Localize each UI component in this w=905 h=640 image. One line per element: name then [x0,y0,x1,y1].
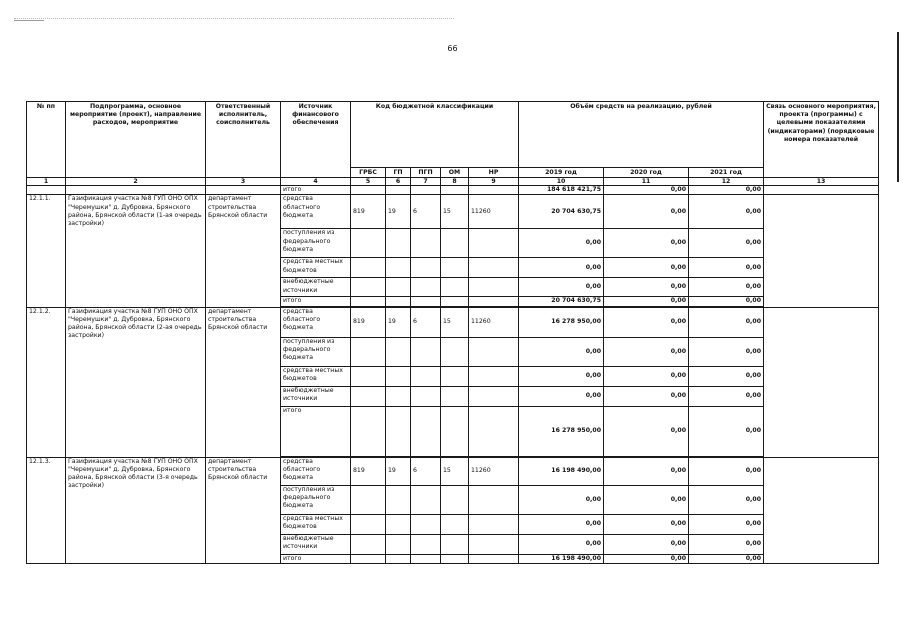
amount-2019: 0,00 [519,485,604,514]
header-gp: ГП [386,168,411,178]
code-nr: 11260 [469,307,519,337]
amount-2019: 16 278 950,00 [519,406,604,456]
item-name: Газификация участка №8 ГУП ОНО ОПХ "Черемушки" д. Дубровка, Брянского района, Брянской области (3-я очередь застройки) [66,457,206,564]
amount-2019: 0,00 [519,366,604,386]
table-row [27,457,879,485]
item-name: Газификация участка №8 ГУП ОНО ОПХ "Черемушки" д. Дубровка, Брянского района, Брянской области (1-ая очередь застройки) [66,195,206,307]
amount-2020: 0,00 [604,297,689,306]
source-label: средства местных бюджетов [281,514,351,534]
column-number: 4 [281,178,351,186]
amount-2020: 0,00 [604,186,689,195]
header-grbs: ГРБС [351,168,386,178]
item-number: 12.1.2. [27,307,66,457]
amount-2021: 0,00 [689,514,764,534]
column-number: 3 [206,178,281,186]
amount-2019: 0,00 [519,386,604,406]
amount-2021: 0,00 [689,485,764,514]
amount-2019: 16 278 950,00 [519,307,604,337]
amount-2019: 0,00 [519,514,604,534]
source-label: внебюджетные источники [281,534,351,554]
code-grbs: 819 [351,307,386,337]
scan-artifact-dash [14,20,44,21]
indicator-link-cell [764,195,879,307]
amount-2021: 0,00 [689,534,764,554]
page-number: 66 [447,44,458,53]
source-label: поступления из федерального бюджета [281,485,351,514]
header-source: Источник финансового обеспечения [281,102,351,178]
code-pgp: 6 [411,307,441,337]
amount-2020: 0,00 [604,258,689,278]
column-number: 7 [411,178,441,186]
amount-2019: 0,00 [519,258,604,278]
amount-2021: 0,00 [689,386,764,406]
page-edge-mark [897,32,899,182]
amount-2020: 0,00 [604,386,689,406]
column-number: 8 [441,178,469,186]
column-number: 2 [66,178,206,186]
header-responsible: Ответственный исполнитель, соисполнитель [206,102,281,178]
amount-2021: 0,00 [689,337,764,366]
column-number: 10 [519,178,604,186]
source-label: средства областного бюджета [281,195,351,229]
amount-2020: 0,00 [604,457,689,485]
amount-2019: 0,00 [519,278,604,297]
code-grbs: 819 [351,195,386,229]
budget-table [26,101,879,564]
column-number: 12 [689,178,764,186]
item-name: Газификация участка №8 ГУП ОНО ОПХ "Черемушки" д. Дубровка, Брянского района, Брянской области (2-ая очередь застройки) [66,307,206,457]
amount-2021: 0,00 [689,297,764,306]
header-2021: 2021 год [689,168,764,178]
source-label: средства областного бюджета [281,457,351,485]
amount-2020: 0,00 [604,195,689,229]
amount-2021: 0,00 [689,186,764,195]
indicator-link-cell [764,457,879,564]
column-number: 13 [764,178,879,186]
amount-2021: 0,00 [689,195,764,229]
header-om: ОМ [441,168,469,178]
table-header-row [27,102,879,168]
amount-2020: 0,00 [604,534,689,554]
amount-2021: 0,00 [689,457,764,485]
header-volume: Объём средств на реализацию, рублей [519,102,764,168]
amount-2020: 0,00 [604,278,689,297]
code-nr: 11260 [469,195,519,229]
code-gp: 19 [386,457,411,485]
source-label: поступления из федерального бюджета [281,229,351,258]
code-gp: 19 [386,195,411,229]
amount-2019: 0,00 [519,229,604,258]
source-label: поступления из федерального бюджета [281,337,351,366]
code-grbs: 819 [351,457,386,485]
item-number: 12.1.3. [27,457,66,564]
amount-2019: 0,00 [519,534,604,554]
code-om: 15 [441,195,469,229]
column-number: 1 [27,178,66,186]
code-gp: 19 [386,307,411,337]
amount-2020: 0,00 [604,554,689,563]
column-number: 11 [604,178,689,186]
source-label: итого [281,554,351,563]
header-program: Подпрограмма, основное мероприятие (проект), направление расходов, мероприятие [66,102,206,178]
amount-2021: 0,00 [689,229,764,258]
amount-2019: 184 618 421,75 [519,186,604,195]
header-no: № пп [27,102,66,178]
amount-2020: 0,00 [604,406,689,456]
source-label: средства местных бюджетов [281,366,351,386]
source-label: средства областного бюджета [281,307,351,337]
table-row [27,195,879,229]
source-label: итого [281,186,351,195]
header-2020: 2020 год [604,168,689,178]
column-number-row [27,178,879,186]
header-indicator-link: Связь основного мероприятия, проекта (программы) с целевыми показателями (индикаторами) (порядковые номера показателей [764,102,879,178]
amount-2021: 0,00 [689,554,764,563]
source-label: внебюджетные источники [281,278,351,297]
code-pgp: 6 [411,195,441,229]
column-number: 5 [351,178,386,186]
amount-2020: 0,00 [604,485,689,514]
amount-2021: 0,00 [689,406,764,456]
source-label: средства местных бюджетов [281,258,351,278]
amount-2021: 0,00 [689,307,764,337]
item-responsible: департамент строительства Брянской области [206,307,281,457]
amount-2020: 0,00 [604,514,689,534]
amount-2019: 20 704 630,75 [519,195,604,229]
code-om: 15 [441,307,469,337]
header-budget-code: Код бюджетной классификации [351,102,519,168]
amount-2020: 0,00 [604,337,689,366]
source-label: итого [281,406,351,456]
code-om: 15 [441,457,469,485]
header-pgp: ПГП [411,168,441,178]
amount-2021: 0,00 [689,258,764,278]
code-nr: 11260 [469,457,519,485]
header-nr: НР [469,168,519,178]
item-responsible: департамент строительства Брянской области [206,195,281,307]
source-label: внебюджетные источники [281,386,351,406]
amount-2019: 16 198 490,00 [519,457,604,485]
amount-2019: 16 198 490,00 [519,554,604,563]
grand-total-row [27,186,879,195]
header-2019: 2019 год [519,168,604,178]
code-pgp: 6 [411,457,441,485]
item-responsible: департамент строительства Брянской области [206,457,281,564]
amount-2020: 0,00 [604,229,689,258]
source-label: итого [281,297,351,306]
item-number: 12.1.1. [27,195,66,307]
amount-2020: 0,00 [604,307,689,337]
amount-2021: 0,00 [689,278,764,297]
table-row [27,307,879,337]
amount-2021: 0,00 [689,366,764,386]
amount-2020: 0,00 [604,366,689,386]
column-number: 9 [469,178,519,186]
indicator-link-cell [764,307,879,457]
amount-2019: 0,00 [519,337,604,366]
column-number: 6 [386,178,411,186]
scan-artifact-line [14,18,454,19]
amount-2019: 20 704 630,75 [519,297,604,306]
